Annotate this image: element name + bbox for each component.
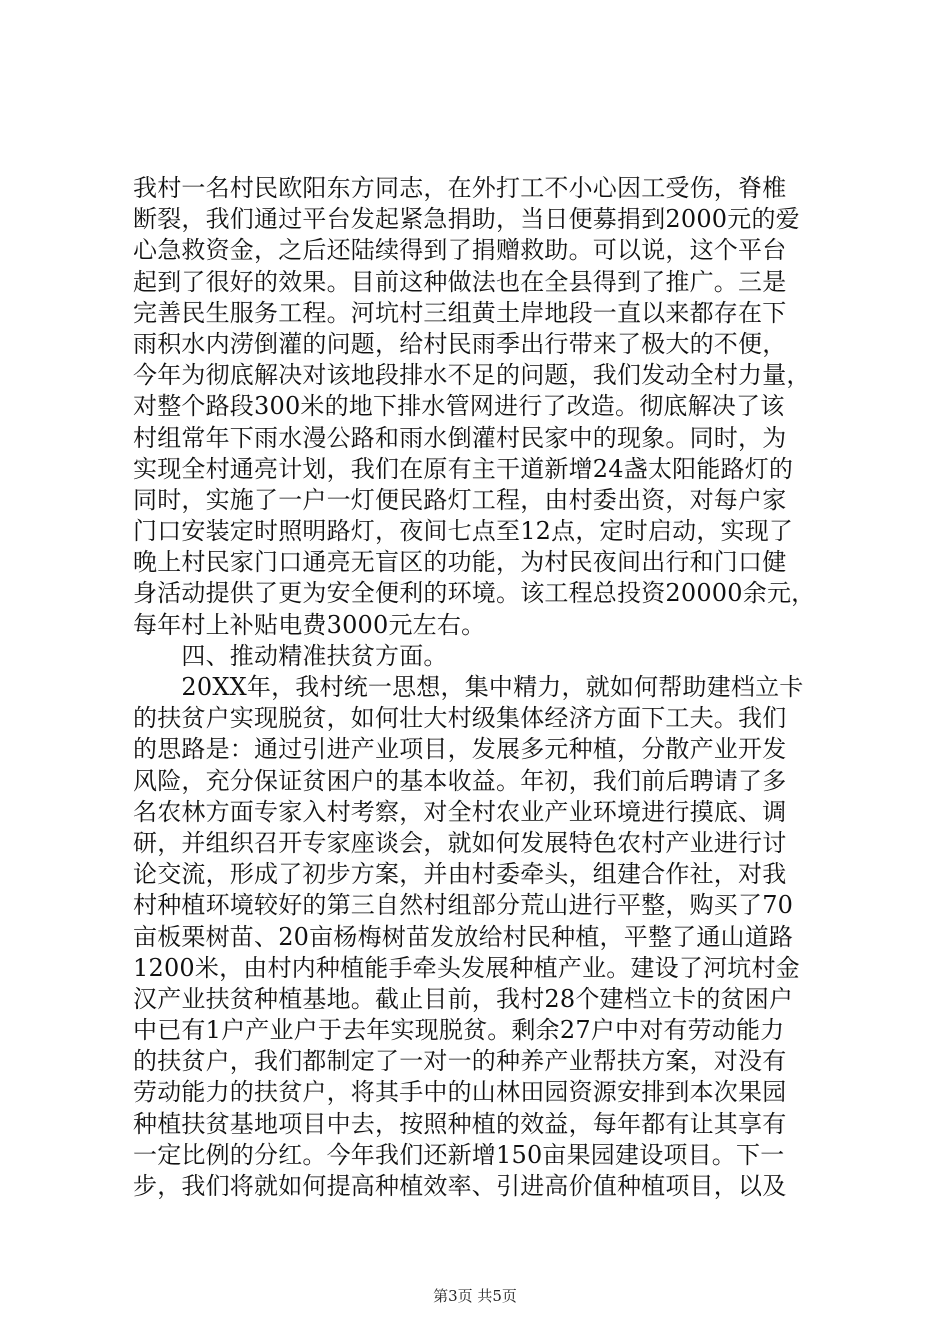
text-line: 起到了很好的效果。目前这种做法也在全县得到了推广。三是 <box>133 267 787 296</box>
text-line: 断裂，我们通过平台发起紧急捐助，当日便募捐到2000元的爱 <box>133 205 800 234</box>
section-heading: 四、推动精准扶贫方面。 <box>133 641 448 670</box>
text-line: 20XX年，我村统一思想，集中精力，就如何帮助建档立卡 <box>133 673 804 701</box>
text-line: 门口安装定时照明路灯，夜间七点至12点，定时启动，实现了 <box>133 517 794 546</box>
text-line: 种植扶贫基地项目中去，按照种植的效益，每年都有让其享有 <box>133 1109 787 1138</box>
text-line: 我村一名村民欧阳东方同志，在外打工不小心因工受伤，脊椎 <box>133 174 787 202</box>
text-line: 论交流，形成了初步方案，并由村委牵头，组建合作社，对我 <box>133 860 787 889</box>
text-line: 对整个路段300米的地下排水管网进行了改造。彻底解决了该 <box>133 392 785 421</box>
text-line: 劳动能力的扶贫户，将其手中的山林田园资源安排到本次果园 <box>133 1078 787 1107</box>
text-line: 每年村上补贴电费3000元左右。 <box>133 610 486 639</box>
text-line: 今年为彻底解决对该地段排水不足的问题，我们发动全村力量， <box>133 361 811 390</box>
text-line: 一定比例的分红。今年我们还新增150亩果园建设项目。下一 <box>133 1140 785 1169</box>
text-line: 中已有1户产业户于去年实现脱贫。剩余27户中对有劳动能力 <box>133 1016 785 1045</box>
text-line: 的扶贫户，我们都制定了一对一的种养产业帮扶方案，对没有 <box>133 1047 787 1076</box>
text-line: 风险，充分保证贫困户的基本收益。年初，我们前后聘请了多 <box>133 766 787 795</box>
text-line: 同时，实施了一户一灯便民路灯工程，由村委出资，对每户家 <box>133 485 787 514</box>
body-text <box>133 173 823 1202</box>
text-line: 的思路是：通过引进产业项目，发展多元种植，分散产业开发 <box>133 735 787 764</box>
page-footer <box>0 1286 950 1306</box>
text-line: 心急救资金，之后还陆续得到了捐赠救助。可以说，这个平台 <box>133 236 787 265</box>
text-line: 实现全村通亮计划，我们在原有主干道新增24盏太阳能路灯的 <box>133 454 794 483</box>
text-line: 晚上村民家门口通亮无盲区的功能，为村民夜间出行和门口健 <box>133 548 787 577</box>
text-line: 完善民生服务工程。河坑村三组黄土岸地段一直以来都存在下 <box>133 298 787 327</box>
text-line: 1200米，由村内种植能手牵头发展种植产业。建设了河坑村金 <box>133 953 800 982</box>
text-line: 研，并组织召开专家座谈会，就如何发展特色农村产业进行讨 <box>133 828 787 857</box>
text-line: 汉产业扶贫种植基地。截止目前，我村28个建档立卡的贫困户 <box>133 984 794 1013</box>
text-line: 村种植环境较好的第三自然村组部分荒山进行平整，购买了70 <box>133 891 794 920</box>
text-line: 雨积水内涝倒灌的问题，给村民雨季出行带来了极大的不便， <box>133 329 787 358</box>
page-number: 第3页 共5页 <box>433 1287 517 1305</box>
text-line: 村组常年下雨水漫公路和雨水倒灌村民家中的现象。同时，为 <box>133 423 787 452</box>
text-line: 名农林方面专家入村考察，对全村农业产业环境进行摸底、调 <box>133 797 787 826</box>
text-line: 身活动提供了更为安全便利的环境。该工程总投资20000余元， <box>133 579 816 608</box>
text-line: 的扶贫户实现脱贫，如何壮大村级集体经济方面下工夫。我们 <box>133 704 787 733</box>
text-line: 步，我们将就如何提高种植效率、引进高价值种植项目，以及 <box>133 1172 787 1200</box>
text-line: 亩板栗树苗、20亩杨梅树苗发放给村民种植，平整了通山道路 <box>133 922 794 951</box>
